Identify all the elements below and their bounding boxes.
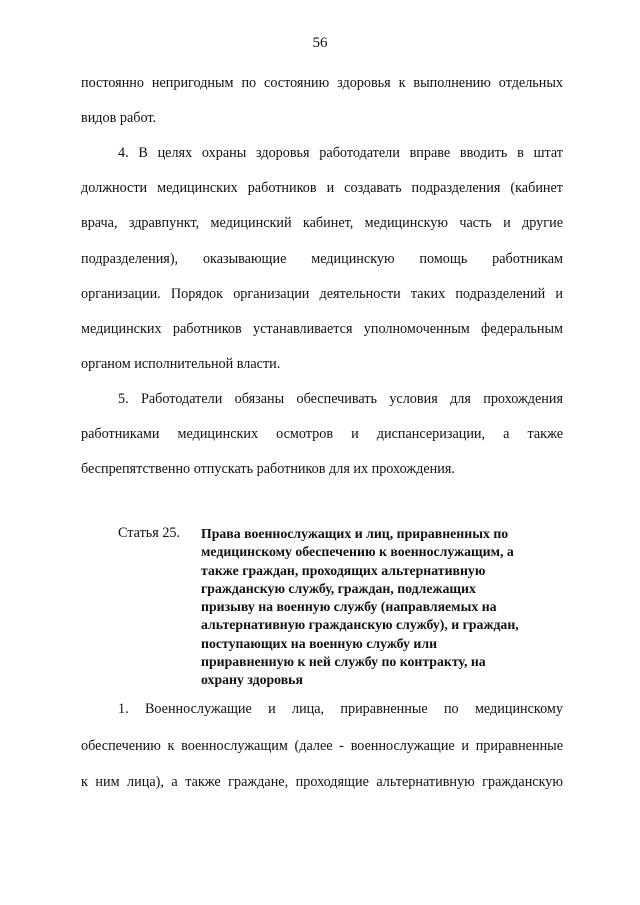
- article-title-line: альтернативную гражданскую службу), и граждан,: [201, 617, 519, 633]
- text-line: обеспечению к военнослужащим (далее - военнослужащие и приравненные: [81, 738, 563, 754]
- article-title-line: также граждан, проходящих альтернативную: [201, 562, 486, 578]
- text-line: видов работ.: [81, 110, 157, 126]
- article-title-line: призыву на военную службу (направляемых на: [201, 599, 497, 615]
- text-line: беспрепятственно отпускать работников для их прохождения.: [81, 461, 455, 477]
- page-number: 56: [312, 35, 328, 51]
- text-line: врача, здравпункт, медицинский кабинет, медицинскую часть и другие: [81, 215, 563, 231]
- text-line: 5. Работодатели обязаны обеспечивать условия для прохождения: [118, 391, 563, 407]
- text-line: работниками медицинских осмотров и диспансеризации, а также: [81, 426, 563, 442]
- text-line: медицинских работников устанавливается уполномоченным федеральным: [81, 321, 563, 337]
- text-line: постоянно непригодным по состоянию здоровья к выполнению отдельных: [81, 75, 563, 91]
- article-title-line: приравненную к ней службу по контракту, на: [201, 654, 486, 670]
- article-title-line: гражданскую службу, граждан, подлежащих: [201, 580, 476, 596]
- article-title-line: поступающих на военную службу или: [201, 635, 438, 651]
- article-title-line: охрану здоровья: [201, 672, 303, 688]
- text-line: должности медицинских работников и создавать подразделения (кабинет: [81, 180, 563, 196]
- text-line: 1. Военнослужащие и лица, приравненные по медицинскому: [118, 701, 563, 717]
- text-line: организации. Порядок организации деятельности таких подразделений и: [81, 286, 563, 302]
- article-title: [201, 525, 561, 690]
- text-line: органом исполнительной власти.: [81, 356, 281, 372]
- text-line: подразделения), оказывающие медицинскую помощь работникам: [81, 251, 563, 267]
- article-title-line: медицинскому обеспечению к военнослужащим, а: [201, 544, 514, 560]
- text-line: 4. В целях охраны здоровья работодатели вправе вводить в штат: [118, 145, 563, 161]
- article-title-line: Права военнослужащих и лиц, приравненных по: [201, 526, 509, 541]
- text-line: к ним лица), а также граждане, проходящие альтернативную гражданскую: [81, 774, 563, 790]
- article-number: Статья 25.: [118, 525, 181, 541]
